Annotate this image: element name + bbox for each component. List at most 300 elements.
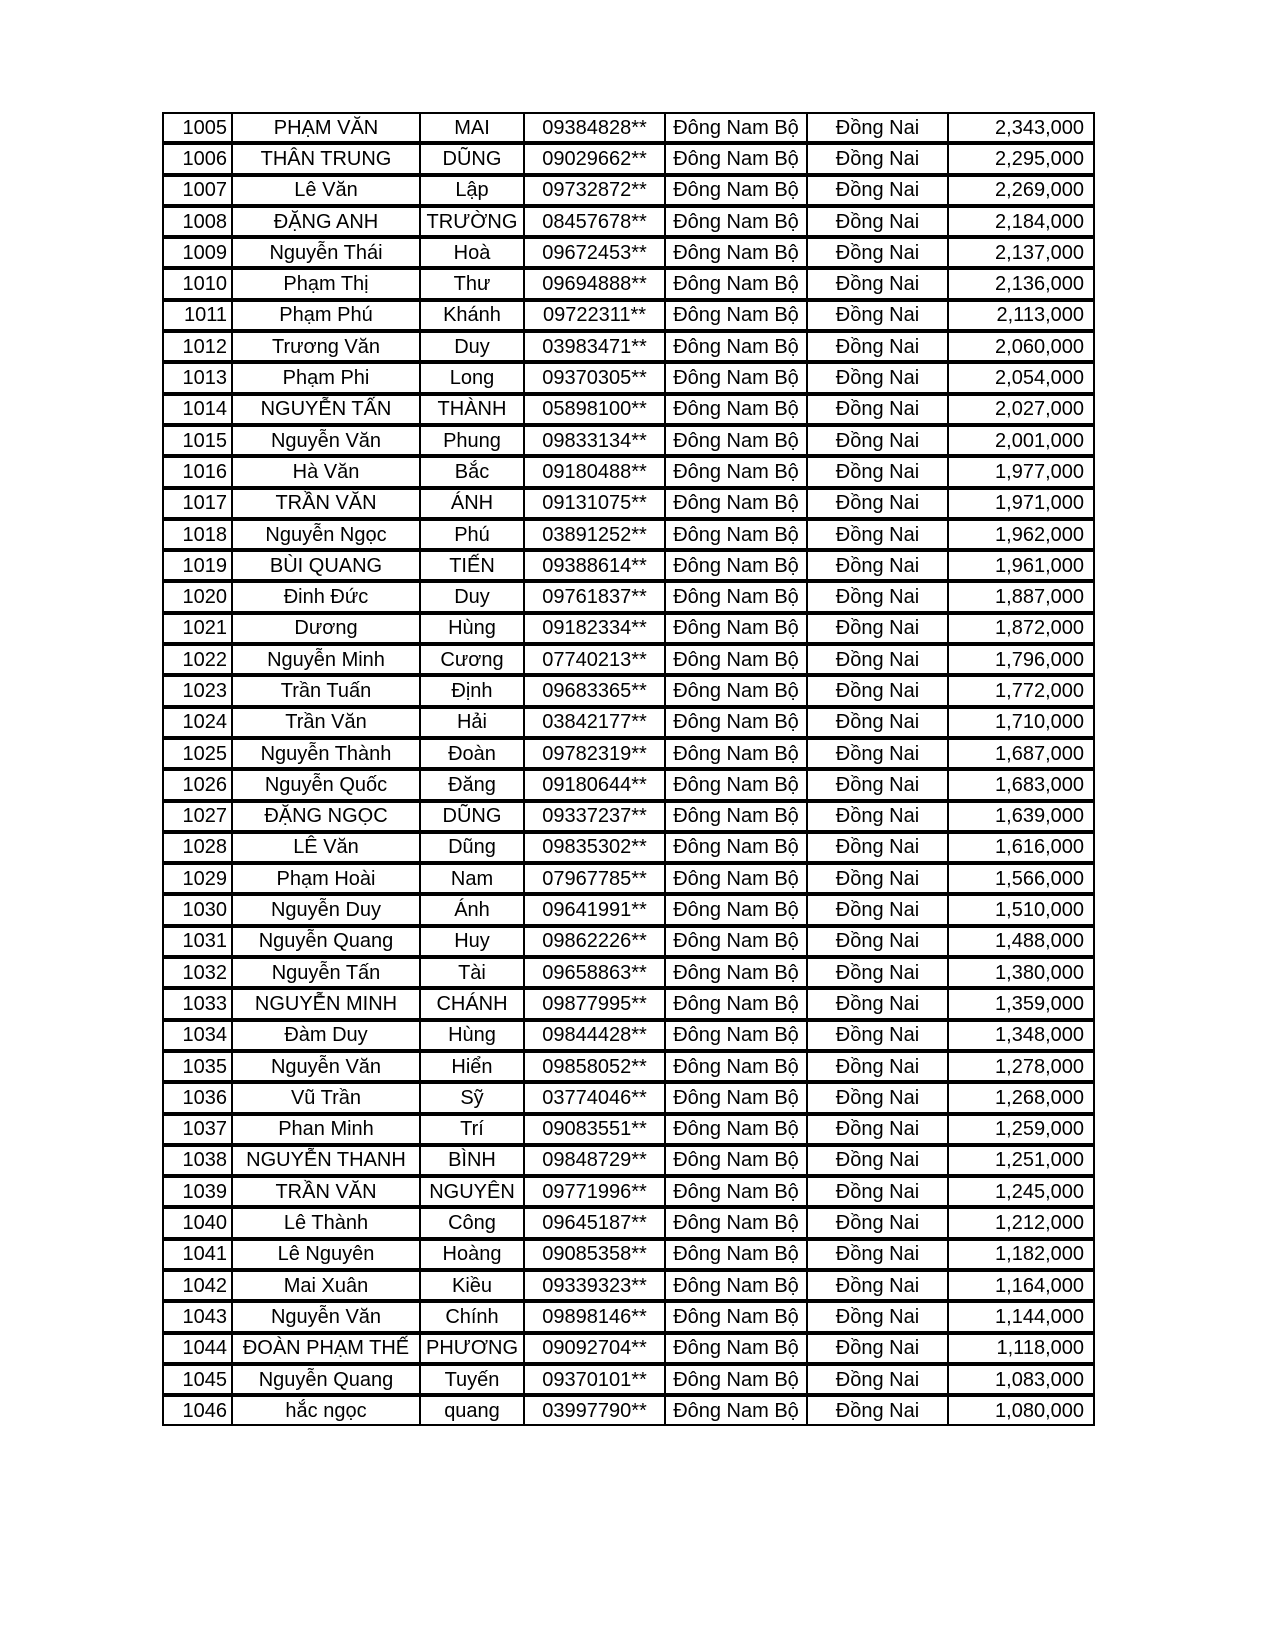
table-row	[162, 143, 1095, 174]
cell-first_name: Tuyến	[421, 1364, 525, 1395]
table-row	[162, 1270, 1095, 1301]
cell-region: Đông Nam Bộ	[666, 1207, 808, 1238]
cell-province: Đồng Nai	[808, 1270, 949, 1301]
cell-id: 1014	[162, 394, 233, 425]
table-row	[162, 863, 1095, 894]
cell-last_name: hắc ngọc	[233, 1395, 421, 1426]
cell-id: 1028	[162, 832, 233, 863]
cell-amount: 1,977,000	[949, 456, 1095, 487]
table-row	[162, 1333, 1095, 1364]
cell-first_name: Phú	[421, 519, 525, 550]
cell-last_name: Nguyễn Tấn	[233, 957, 421, 988]
cell-region: Đông Nam Bộ	[666, 1364, 808, 1395]
cell-province: Đồng Nai	[808, 456, 949, 487]
cell-province: Đồng Nai	[808, 1020, 949, 1051]
cell-province: Đồng Nai	[808, 1333, 949, 1364]
members-table	[162, 112, 1095, 1426]
table-row	[162, 707, 1095, 738]
cell-first_name: Định	[421, 675, 525, 706]
cell-amount: 1,961,000	[949, 550, 1095, 581]
cell-province: Đồng Nai	[808, 1364, 949, 1395]
table-row	[162, 1364, 1095, 1395]
cell-last_name: Nguyễn Văn	[233, 425, 421, 456]
table-row	[162, 519, 1095, 550]
cell-id: 1032	[162, 957, 233, 988]
table-row	[162, 331, 1095, 362]
cell-region: Đông Nam Bộ	[666, 801, 808, 832]
table-body	[162, 112, 1095, 1426]
cell-amount: 1,348,000	[949, 1020, 1095, 1051]
cell-region: Đông Nam Bộ	[666, 1114, 808, 1145]
cell-last_name: Nguyễn Quang	[233, 926, 421, 957]
table-row	[162, 1051, 1095, 1082]
cell-region: Đông Nam Bộ	[666, 675, 808, 706]
cell-phone: 09782319**	[525, 738, 666, 769]
cell-region: Đông Nam Bộ	[666, 331, 808, 362]
table-row	[162, 738, 1095, 769]
cell-province: Đồng Nai	[808, 112, 949, 143]
cell-last_name: ĐẶNG NGỌC	[233, 801, 421, 832]
cell-id: 1041	[162, 1239, 233, 1270]
cell-amount: 1,268,000	[949, 1082, 1095, 1113]
cell-phone: 09085358**	[525, 1239, 666, 1270]
cell-phone: 09180488**	[525, 456, 666, 487]
cell-province: Đồng Nai	[808, 362, 949, 393]
cell-last_name: Nguyễn Quang	[233, 1364, 421, 1395]
cell-last_name: Dương	[233, 613, 421, 644]
cell-id: 1023	[162, 675, 233, 706]
table-row	[162, 425, 1095, 456]
cell-first_name: TIẾN	[421, 550, 525, 581]
cell-province: Đồng Nai	[808, 1176, 949, 1207]
cell-first_name: Duy	[421, 581, 525, 612]
cell-last_name: Phạm Thị	[233, 268, 421, 299]
cell-region: Đông Nam Bộ	[666, 237, 808, 268]
cell-first_name: THÀNH	[421, 394, 525, 425]
table-row	[162, 1239, 1095, 1270]
cell-phone: 09833134**	[525, 425, 666, 456]
cell-amount: 1,639,000	[949, 801, 1095, 832]
cell-province: Đồng Nai	[808, 1145, 949, 1176]
cell-amount: 1,887,000	[949, 581, 1095, 612]
cell-id: 1021	[162, 613, 233, 644]
table-row	[162, 206, 1095, 237]
table-row	[162, 613, 1095, 644]
cell-phone: 09848729**	[525, 1145, 666, 1176]
cell-region: Đông Nam Bộ	[666, 362, 808, 393]
cell-first_name: Đăng	[421, 769, 525, 800]
cell-region: Đông Nam Bộ	[666, 112, 808, 143]
cell-id: 1035	[162, 1051, 233, 1082]
cell-phone: 03983471**	[525, 331, 666, 362]
cell-last_name: Vũ Trần	[233, 1082, 421, 1113]
table-row	[162, 1082, 1095, 1113]
cell-phone: 09083551**	[525, 1114, 666, 1145]
cell-amount: 1,245,000	[949, 1176, 1095, 1207]
cell-province: Đồng Nai	[808, 801, 949, 832]
cell-province: Đồng Nai	[808, 237, 949, 268]
cell-amount: 2,136,000	[949, 268, 1095, 299]
table-row	[162, 1145, 1095, 1176]
cell-province: Đồng Nai	[808, 1082, 949, 1113]
cell-phone: 09722311**	[525, 300, 666, 331]
cell-first_name: Lập	[421, 175, 525, 206]
cell-province: Đồng Nai	[808, 863, 949, 894]
cell-amount: 2,060,000	[949, 331, 1095, 362]
cell-first_name: TRƯỜNG	[421, 206, 525, 237]
cell-id: 1033	[162, 988, 233, 1019]
table-row	[162, 1176, 1095, 1207]
cell-region: Đông Nam Bộ	[666, 988, 808, 1019]
cell-region: Đông Nam Bộ	[666, 456, 808, 487]
cell-phone: 09683365**	[525, 675, 666, 706]
cell-last_name: Phan Minh	[233, 1114, 421, 1145]
cell-id: 1038	[162, 1145, 233, 1176]
cell-phone: 09370101**	[525, 1364, 666, 1395]
cell-id: 1006	[162, 143, 233, 174]
cell-phone: 09672453**	[525, 237, 666, 268]
cell-last_name: TRẦN VĂN	[233, 488, 421, 519]
table-row	[162, 112, 1095, 143]
cell-province: Đồng Nai	[808, 769, 949, 800]
cell-phone: 09877995**	[525, 988, 666, 1019]
cell-phone: 09844428**	[525, 1020, 666, 1051]
cell-amount: 2,269,000	[949, 175, 1095, 206]
cell-amount: 2,343,000	[949, 112, 1095, 143]
cell-first_name: Chính	[421, 1301, 525, 1332]
cell-province: Đồng Nai	[808, 425, 949, 456]
cell-amount: 1,971,000	[949, 488, 1095, 519]
cell-first_name: Đoàn	[421, 738, 525, 769]
cell-amount: 2,054,000	[949, 362, 1095, 393]
cell-id: 1022	[162, 644, 233, 675]
table-row	[162, 769, 1095, 800]
cell-province: Đồng Nai	[808, 644, 949, 675]
cell-province: Đồng Nai	[808, 926, 949, 957]
cell-region: Đông Nam Bộ	[666, 550, 808, 581]
cell-id: 1043	[162, 1301, 233, 1332]
cell-amount: 1,083,000	[949, 1364, 1095, 1395]
cell-phone: 09339323**	[525, 1270, 666, 1301]
cell-first_name: Hùng	[421, 613, 525, 644]
cell-id: 1011	[162, 300, 233, 331]
table-row	[162, 894, 1095, 925]
cell-phone: 03842177**	[525, 707, 666, 738]
cell-phone: 09694888**	[525, 268, 666, 299]
cell-last_name: Đàm Duy	[233, 1020, 421, 1051]
cell-province: Đồng Nai	[808, 1239, 949, 1270]
cell-province: Đồng Nai	[808, 1051, 949, 1082]
cell-province: Đồng Nai	[808, 206, 949, 237]
cell-amount: 1,962,000	[949, 519, 1095, 550]
cell-amount: 1,616,000	[949, 832, 1095, 863]
cell-region: Đông Nam Bộ	[666, 1051, 808, 1082]
cell-last_name: NGUYỄN TẤN	[233, 394, 421, 425]
cell-id: 1044	[162, 1333, 233, 1364]
cell-phone: 05898100**	[525, 394, 666, 425]
cell-last_name: Lê Văn	[233, 175, 421, 206]
cell-first_name: MAI	[421, 112, 525, 143]
cell-first_name: Thư	[421, 268, 525, 299]
cell-last_name: PHẠM VĂN	[233, 112, 421, 143]
cell-id: 1013	[162, 362, 233, 393]
cell-amount: 2,295,000	[949, 143, 1095, 174]
cell-phone: 09898146**	[525, 1301, 666, 1332]
cell-first_name: Tài	[421, 957, 525, 988]
cell-province: Đồng Nai	[808, 143, 949, 174]
cell-amount: 2,137,000	[949, 237, 1095, 268]
cell-amount: 1,278,000	[949, 1051, 1095, 1082]
table-row	[162, 268, 1095, 299]
cell-region: Đông Nam Bộ	[666, 175, 808, 206]
cell-first_name: Long	[421, 362, 525, 393]
cell-region: Đông Nam Bộ	[666, 957, 808, 988]
cell-id: 1017	[162, 488, 233, 519]
cell-first_name: Hoàng	[421, 1239, 525, 1270]
cell-phone: 09858052**	[525, 1051, 666, 1082]
cell-last_name: Hà Văn	[233, 456, 421, 487]
cell-amount: 1,510,000	[949, 894, 1095, 925]
cell-region: Đông Nam Bộ	[666, 143, 808, 174]
cell-first_name: Dũng	[421, 832, 525, 863]
cell-region: Đông Nam Bộ	[666, 519, 808, 550]
cell-last_name: Phạm Hoài	[233, 863, 421, 894]
cell-id: 1026	[162, 769, 233, 800]
cell-id: 1008	[162, 206, 233, 237]
cell-last_name: ĐẶNG ANH	[233, 206, 421, 237]
cell-last_name: THÂN TRUNG	[233, 143, 421, 174]
table-row	[162, 394, 1095, 425]
cell-phone: 09180644**	[525, 769, 666, 800]
cell-phone: 09835302**	[525, 832, 666, 863]
cell-province: Đồng Nai	[808, 957, 949, 988]
table-row	[162, 1301, 1095, 1332]
cell-amount: 1,683,000	[949, 769, 1095, 800]
cell-amount: 1,687,000	[949, 738, 1095, 769]
cell-last_name: Nguyễn Thái	[233, 237, 421, 268]
cell-phone: 09029662**	[525, 143, 666, 174]
cell-first_name: Hoà	[421, 237, 525, 268]
cell-region: Đông Nam Bộ	[666, 894, 808, 925]
cell-last_name: LÊ Văn	[233, 832, 421, 863]
cell-id: 1009	[162, 237, 233, 268]
table-row	[162, 801, 1095, 832]
cell-region: Đông Nam Bộ	[666, 707, 808, 738]
cell-region: Đông Nam Bộ	[666, 425, 808, 456]
cell-province: Đồng Nai	[808, 613, 949, 644]
cell-phone: 03997790**	[525, 1395, 666, 1426]
cell-province: Đồng Nai	[808, 488, 949, 519]
cell-last_name: TRẦN VĂN	[233, 1176, 421, 1207]
cell-last_name: Nguyễn Duy	[233, 894, 421, 925]
cell-amount: 2,027,000	[949, 394, 1095, 425]
cell-last_name: Mai Xuân	[233, 1270, 421, 1301]
cell-amount: 2,113,000	[949, 300, 1095, 331]
cell-region: Đông Nam Bộ	[666, 268, 808, 299]
cell-phone: 09131075**	[525, 488, 666, 519]
cell-amount: 1,359,000	[949, 988, 1095, 1019]
cell-region: Đông Nam Bộ	[666, 1082, 808, 1113]
table-row	[162, 957, 1095, 988]
cell-phone: 09658863**	[525, 957, 666, 988]
cell-province: Đồng Nai	[808, 1207, 949, 1238]
cell-last_name: Trần Văn	[233, 707, 421, 738]
cell-phone: 09092704**	[525, 1333, 666, 1364]
cell-last_name: Nguyễn Ngọc	[233, 519, 421, 550]
cell-id: 1034	[162, 1020, 233, 1051]
cell-last_name: NGUYỄN THANH	[233, 1145, 421, 1176]
cell-last_name: Trần Tuấn	[233, 675, 421, 706]
cell-amount: 1,251,000	[949, 1145, 1095, 1176]
cell-province: Đồng Nai	[808, 519, 949, 550]
cell-region: Đông Nam Bộ	[666, 581, 808, 612]
cell-last_name: Nguyễn Quốc	[233, 769, 421, 800]
cell-id: 1005	[162, 112, 233, 143]
table-row	[162, 1207, 1095, 1238]
cell-first_name: DŨNG	[421, 801, 525, 832]
table-row	[162, 362, 1095, 393]
cell-phone: 09641991**	[525, 894, 666, 925]
cell-id: 1025	[162, 738, 233, 769]
table-row	[162, 1114, 1095, 1145]
table-row	[162, 1020, 1095, 1051]
cell-province: Đồng Nai	[808, 1114, 949, 1145]
cell-id: 1036	[162, 1082, 233, 1113]
cell-last_name: Phạm Phú	[233, 300, 421, 331]
cell-region: Đông Nam Bộ	[666, 613, 808, 644]
cell-id: 1031	[162, 926, 233, 957]
cell-first_name: Nam	[421, 863, 525, 894]
cell-province: Đồng Nai	[808, 331, 949, 362]
cell-phone: 09384828**	[525, 112, 666, 143]
cell-last_name: Lê Thành	[233, 1207, 421, 1238]
table-row	[162, 988, 1095, 1019]
cell-province: Đồng Nai	[808, 1301, 949, 1332]
cell-first_name: BÌNH	[421, 1145, 525, 1176]
cell-first_name: Duy	[421, 331, 525, 362]
cell-province: Đồng Nai	[808, 175, 949, 206]
cell-region: Đông Nam Bộ	[666, 1176, 808, 1207]
cell-first_name: DŨNG	[421, 143, 525, 174]
table-row	[162, 237, 1095, 268]
cell-last_name: ĐOÀN PHẠM THẾ	[233, 1333, 421, 1364]
table-row	[162, 1395, 1095, 1426]
cell-province: Đồng Nai	[808, 738, 949, 769]
cell-id: 1042	[162, 1270, 233, 1301]
cell-region: Đông Nam Bộ	[666, 738, 808, 769]
cell-last_name: BÙI QUANG	[233, 550, 421, 581]
cell-id: 1015	[162, 425, 233, 456]
cell-id: 1024	[162, 707, 233, 738]
cell-first_name: Sỹ	[421, 1082, 525, 1113]
cell-id: 1037	[162, 1114, 233, 1145]
cell-first_name: Huy	[421, 926, 525, 957]
cell-id: 1007	[162, 175, 233, 206]
cell-phone: 09645187**	[525, 1207, 666, 1238]
cell-first_name: CHÁNH	[421, 988, 525, 1019]
cell-province: Đồng Nai	[808, 832, 949, 863]
cell-last_name: NGUYỄN MINH	[233, 988, 421, 1019]
cell-phone: 09337237**	[525, 801, 666, 832]
table-row	[162, 581, 1095, 612]
cell-id: 1045	[162, 1364, 233, 1395]
table-row	[162, 300, 1095, 331]
cell-first_name: Khánh	[421, 300, 525, 331]
cell-phone: 09388614**	[525, 550, 666, 581]
cell-amount: 1,212,000	[949, 1207, 1095, 1238]
cell-first_name: ÁNH	[421, 488, 525, 519]
cell-id: 1029	[162, 863, 233, 894]
cell-amount: 1,488,000	[949, 926, 1095, 957]
cell-phone: 03891252**	[525, 519, 666, 550]
cell-first_name: PHƯƠNG	[421, 1333, 525, 1364]
cell-region: Đông Nam Bộ	[666, 1020, 808, 1051]
cell-phone: 09771996**	[525, 1176, 666, 1207]
table-row	[162, 175, 1095, 206]
cell-region: Đông Nam Bộ	[666, 1395, 808, 1426]
cell-province: Đồng Nai	[808, 394, 949, 425]
table-row	[162, 456, 1095, 487]
cell-first_name: Công	[421, 1207, 525, 1238]
cell-amount: 1,796,000	[949, 644, 1095, 675]
cell-region: Đông Nam Bộ	[666, 1301, 808, 1332]
cell-region: Đông Nam Bộ	[666, 488, 808, 519]
cell-amount: 2,184,000	[949, 206, 1095, 237]
cell-amount: 1,772,000	[949, 675, 1095, 706]
cell-region: Đông Nam Bộ	[666, 926, 808, 957]
cell-first_name: Cương	[421, 644, 525, 675]
cell-first_name: Phung	[421, 425, 525, 456]
cell-id: 1012	[162, 331, 233, 362]
cell-phone: 09732872**	[525, 175, 666, 206]
cell-first_name: Hiển	[421, 1051, 525, 1082]
cell-region: Đông Nam Bộ	[666, 1333, 808, 1364]
cell-last_name: Nguyễn Thành	[233, 738, 421, 769]
cell-last_name: Nguyễn Văn	[233, 1301, 421, 1332]
cell-last_name: Phạm Phi	[233, 362, 421, 393]
cell-phone: 03774046**	[525, 1082, 666, 1113]
table-row	[162, 488, 1095, 519]
cell-amount: 1,710,000	[949, 707, 1095, 738]
cell-id: 1019	[162, 550, 233, 581]
table-row	[162, 644, 1095, 675]
cell-region: Đông Nam Bộ	[666, 394, 808, 425]
cell-id: 1046	[162, 1395, 233, 1426]
cell-province: Đồng Nai	[808, 268, 949, 299]
cell-amount: 1,259,000	[949, 1114, 1095, 1145]
cell-amount: 1,872,000	[949, 613, 1095, 644]
cell-id: 1027	[162, 801, 233, 832]
table-row	[162, 675, 1095, 706]
cell-id: 1010	[162, 268, 233, 299]
cell-phone: 08457678**	[525, 206, 666, 237]
cell-region: Đông Nam Bộ	[666, 863, 808, 894]
cell-last_name: Nguyễn Minh	[233, 644, 421, 675]
cell-first_name: Hải	[421, 707, 525, 738]
cell-amount: 1,118,000	[949, 1333, 1095, 1364]
cell-amount: 1,144,000	[949, 1301, 1095, 1332]
cell-region: Đông Nam Bộ	[666, 300, 808, 331]
cell-amount: 1,080,000	[949, 1395, 1095, 1426]
cell-last_name: Lê Nguyên	[233, 1239, 421, 1270]
cell-region: Đông Nam Bộ	[666, 1239, 808, 1270]
cell-phone: 09862226**	[525, 926, 666, 957]
cell-amount: 1,380,000	[949, 957, 1095, 988]
cell-region: Đông Nam Bộ	[666, 206, 808, 237]
cell-region: Đông Nam Bộ	[666, 644, 808, 675]
cell-amount: 1,182,000	[949, 1239, 1095, 1270]
cell-first_name: Kiều	[421, 1270, 525, 1301]
